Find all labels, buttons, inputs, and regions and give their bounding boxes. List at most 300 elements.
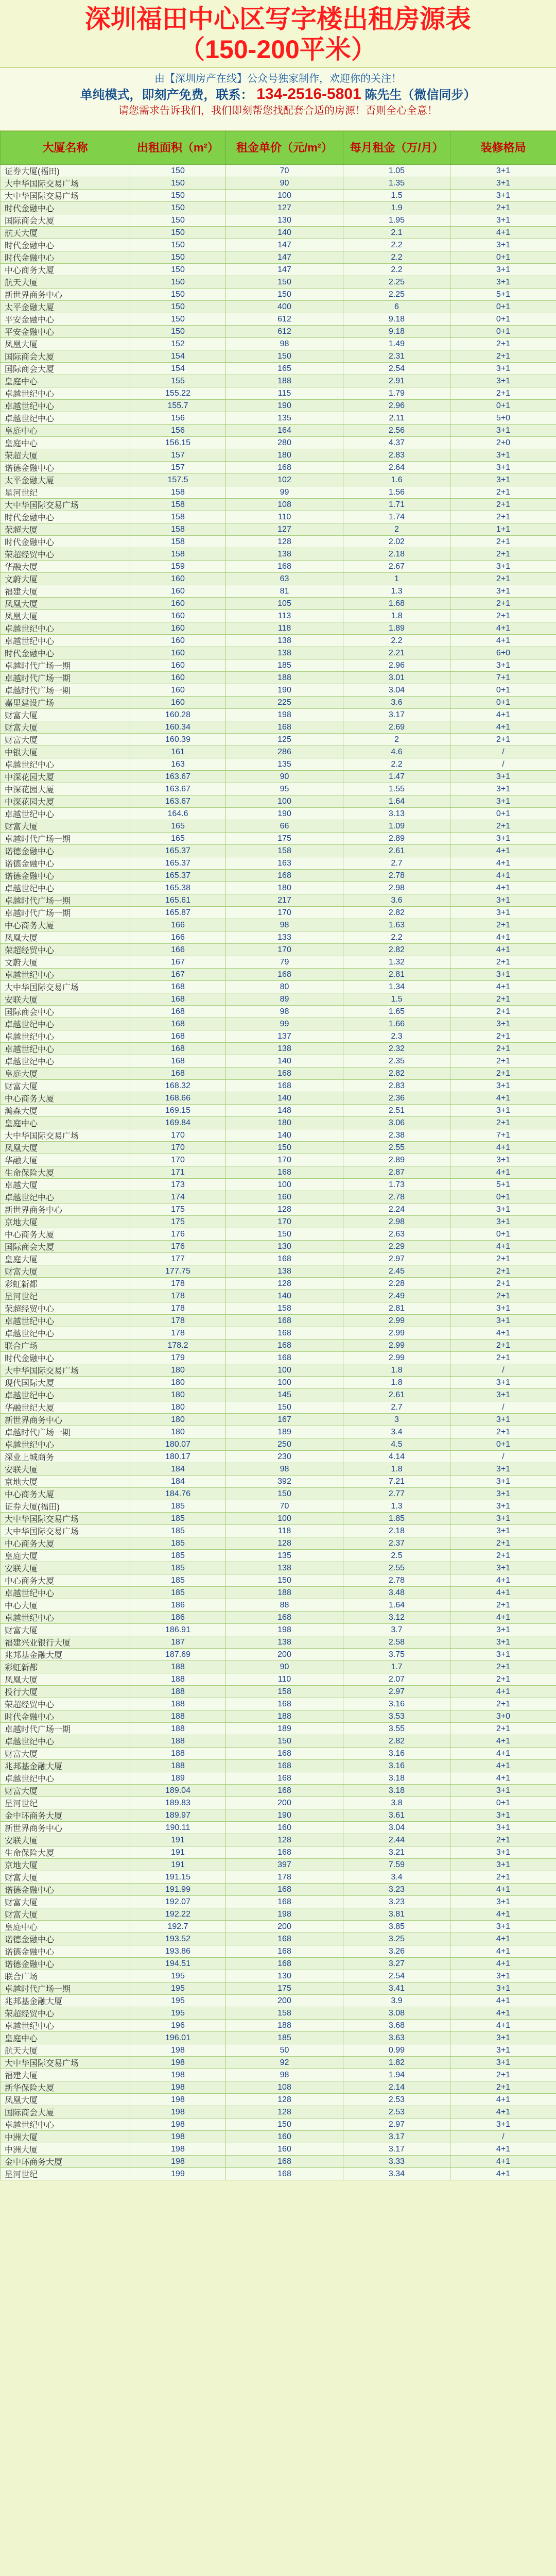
building-name-cell: 国际商会大厦 [1,2106,130,2119]
layout-cell: 5+0 [450,412,556,425]
table-row [1,561,556,573]
area-cell: 186 [130,1612,226,1624]
building-name-cell: 大中华国际交易广场 [1,2057,130,2069]
layout-cell: 4+1 [450,2168,556,2180]
area-cell: 188 [130,1661,226,1673]
building-name-cell: 中心商务大厦 [1,264,130,276]
layout-cell: 3+1 [450,1080,556,1092]
unit-price-cell: 168 [226,1698,343,1710]
unit-price-cell: 158 [226,1302,343,1315]
table-row [1,1970,556,1982]
unit-price-cell: 168 [226,561,343,573]
unit-price-cell: 160 [226,2131,343,2143]
unit-price-cell: 90 [226,177,343,190]
building-name-cell: 荣超大厦 [1,523,130,536]
col-unit-price: 租金单价（元/m²） [226,131,343,165]
unit-price-cell: 70 [226,1500,343,1513]
monthly-rent-cell: 2.3 [343,1030,450,1043]
building-name-cell: 卓越时代广场一期 [1,659,130,672]
building-name-cell: 卓越世纪中心 [1,1389,130,1401]
area-cell: 157.5 [130,474,226,486]
unit-price-cell: 160 [226,2143,343,2156]
unit-price-cell: 138 [226,1562,343,1574]
table-row [1,1884,556,1896]
area-cell: 150 [130,177,226,190]
area-cell: 198 [130,2069,226,2081]
unit-price-cell: 168 [226,1315,343,1327]
table-row [1,338,556,350]
monthly-rent-cell: 2.35 [343,1055,450,1067]
unit-price-cell: 198 [226,1908,343,1921]
layout-cell: 2+1 [450,1352,556,1364]
layout-cell: 4+1 [450,1995,556,2007]
building-name-cell: 卓越时代广场一期 [1,672,130,684]
area-cell: 158 [130,523,226,536]
unit-price-cell: 168 [226,1958,343,1970]
area-cell: 166 [130,931,226,944]
layout-cell: 3+1 [450,1785,556,1797]
area-cell: 165.87 [130,907,226,919]
unit-price-cell: 118 [226,1525,343,1537]
monthly-rent-cell: 3.23 [343,1896,450,1908]
building-name-cell: 卓越世纪中心 [1,1018,130,1030]
layout-cell: 2+1 [450,511,556,523]
building-name-cell: 皇庭大厦 [1,1067,130,1080]
layout-cell: 3+1 [450,1488,556,1500]
layout-cell: 7+1 [450,1129,556,1142]
area-cell: 176 [130,1241,226,1253]
layout-cell: 2+1 [450,548,556,561]
unit-price-cell: 108 [226,499,343,511]
area-cell: 173 [130,1179,226,1191]
table-row [1,672,556,684]
unit-price-cell: 168 [226,1846,343,1859]
building-name-cell: 太平金融大厦 [1,474,130,486]
layout-cell: 3+1 [450,363,556,375]
area-cell: 188 [130,1686,226,1698]
unit-price-cell: 100 [226,1179,343,1191]
building-name-cell: 中心商务大厦 [1,1488,130,1500]
area-cell: 188 [130,1735,226,1748]
building-name-cell: 时代金融中心 [1,251,130,264]
monthly-rent-cell: 1.71 [343,499,450,511]
monthly-rent-cell: 2.78 [343,870,450,882]
monthly-rent-cell: 3 [343,1414,450,1426]
unit-price-cell: 128 [226,1278,343,1290]
monthly-rent-cell: 7.59 [343,1859,450,1871]
monthly-rent-cell: 3.55 [343,1723,450,1735]
table-row [1,1809,556,1822]
area-cell: 160 [130,635,226,647]
building-name-cell: 凤凰大厦 [1,1142,130,1154]
building-name-cell: 卓越世纪中心 [1,758,130,771]
table-row [1,1117,556,1129]
area-cell: 155 [130,375,226,387]
table-row [1,251,556,264]
table-row [1,795,556,808]
building-name-cell: 中深花园大厦 [1,783,130,795]
unit-price-cell: 612 [226,326,343,338]
unit-price-cell: 148 [226,1105,343,1117]
area-cell: 177 [130,1253,226,1265]
table-row [1,2032,556,2044]
monthly-rent-cell: 2.49 [343,1290,450,1302]
layout-cell: 3+1 [450,1624,556,1636]
area-cell: 180 [130,1389,226,1401]
area-cell: 185 [130,1525,226,1537]
building-name-cell: 中心商务大厦 [1,1537,130,1550]
rental-table [0,131,556,2180]
area-cell: 198 [130,2081,226,2094]
monthly-rent-cell: 3.48 [343,1587,450,1599]
unit-price-cell: 230 [226,1451,343,1463]
table-row [1,1797,556,1809]
unit-price-cell: 127 [226,202,343,214]
table-row [1,1896,556,1908]
layout-cell: 3+1 [450,1846,556,1859]
area-cell: 160 [130,610,226,622]
layout-cell: 4+1 [450,1735,556,1748]
monthly-rent-cell: 2.21 [343,647,450,659]
layout-cell: 4+1 [450,944,556,956]
area-cell: 168 [130,981,226,993]
unit-price-cell: 168 [226,1352,343,1364]
monthly-rent-cell: 3.33 [343,2156,450,2168]
layout-cell: 3+1 [450,2119,556,2131]
unit-price-cell: 137 [226,1030,343,1043]
unit-price-cell: 170 [226,1216,343,1228]
table-row [1,1649,556,1661]
unit-price-cell: 225 [226,697,343,709]
unit-price-cell: 178 [226,1871,343,1884]
unit-price-cell: 99 [226,486,343,499]
layout-cell: 3+1 [450,2044,556,2057]
monthly-rent-cell: 3.16 [343,1760,450,1772]
layout-cell: 0+1 [450,1438,556,1451]
table-row [1,1228,556,1241]
area-cell: 158 [130,536,226,548]
unit-price-cell: 160 [226,1822,343,1834]
unit-price-cell: 168 [226,870,343,882]
unit-price-cell: 118 [226,622,343,635]
building-name-cell: 投行大厦 [1,1686,130,1698]
layout-cell: 0+1 [450,684,556,697]
table-row [1,808,556,820]
monthly-rent-cell: 2.31 [343,350,450,363]
building-name-cell: 时代金融中心 [1,511,130,523]
table-row [1,239,556,251]
area-cell: 195 [130,1982,226,1995]
unit-price-cell: 150 [226,276,343,289]
layout-cell: 0+1 [450,400,556,412]
building-name-cell: 文蔚大厦 [1,956,130,969]
monthly-rent-cell: 2.83 [343,1080,450,1092]
building-name-cell: 凤凰大厦 [1,610,130,622]
unit-price-cell: 150 [226,1488,343,1500]
table-row [1,1574,556,1587]
unit-price-cell: 190 [226,400,343,412]
layout-cell: 2+1 [450,573,556,585]
building-name-cell: 大中华国际交易广场 [1,1364,130,1377]
monthly-rent-cell: 2.99 [343,1327,450,1340]
table-row [1,1414,556,1426]
area-cell: 166 [130,944,226,956]
area-cell: 193.52 [130,1933,226,1945]
monthly-rent-cell: 9.18 [343,313,450,326]
unit-price-cell: 135 [226,412,343,425]
table-row [1,721,556,734]
building-name-cell: 新华保险大厦 [1,2081,130,2094]
unit-price-cell: 190 [226,1809,343,1822]
area-cell: 160 [130,647,226,659]
col-area: 出租面积（m²） [130,131,226,165]
table-row [1,202,556,214]
unit-price-cell: 81 [226,585,343,598]
area-cell: 160 [130,684,226,697]
table-row [1,684,556,697]
table-row [1,1426,556,1438]
area-cell: 163.67 [130,771,226,783]
building-name-cell: 诺德金融中心 [1,870,130,882]
table-row [1,2020,556,2032]
area-cell: 155.22 [130,387,226,400]
contact-phone[interactable]: 134-2516-5801 [256,86,361,103]
table-row [1,1030,556,1043]
building-name-cell: 中洲大厦 [1,2131,130,2143]
layout-cell: 4+1 [450,981,556,993]
layout-cell: 4+1 [450,2143,556,2156]
layout-cell: 2+1 [450,1698,556,1710]
monthly-rent-cell: 7.21 [343,1476,450,1488]
layout-cell: 4+1 [450,1327,556,1340]
monthly-rent-cell: 1.66 [343,1018,450,1030]
layout-cell: 3+1 [450,907,556,919]
building-name-cell: 星河世纪 [1,1290,130,1302]
monthly-rent-cell: 3.06 [343,1117,450,1129]
monthly-rent-cell: 1.82 [343,2057,450,2069]
table-row [1,523,556,536]
building-name-cell: 卓越世纪中心 [1,1587,130,1599]
monthly-rent-cell: 2.28 [343,1278,450,1290]
building-name-cell: 大中华国际交易广场 [1,1513,130,1525]
table-row [1,969,556,981]
layout-cell: 0+1 [450,251,556,264]
unit-price-cell: 150 [226,1228,343,1241]
building-name-cell: 生命保险大厦 [1,1166,130,1179]
building-name-cell: 生命保险大厦 [1,1846,130,1859]
area-cell: 160 [130,573,226,585]
area-cell: 156 [130,412,226,425]
unit-price-cell: 140 [226,1129,343,1142]
area-cell: 168 [130,1043,226,1055]
building-name-cell: 卓越世纪中心 [1,2119,130,2131]
unit-price-cell: 200 [226,1921,343,1933]
unit-price-cell: 168 [226,1945,343,1958]
area-cell: 163 [130,758,226,771]
layout-cell: 2+1 [450,1871,556,1884]
unit-price-cell: 164 [226,425,343,437]
monthly-rent-cell: 2.11 [343,412,450,425]
page-subtitle: （150-200平米） [179,35,377,64]
table-row [1,1340,556,1352]
layout-cell: 3+1 [450,561,556,573]
unit-price-cell: 140 [226,227,343,239]
area-cell: 188 [130,1748,226,1760]
unit-price-cell: 150 [226,1735,343,1748]
area-cell: 150 [130,289,226,301]
table-row [1,2143,556,2156]
layout-cell: 2+1 [450,610,556,622]
building-name-cell: 大中华国际交易广场 [1,1525,130,1537]
unit-price-cell: 198 [226,709,343,721]
building-name-cell: 荣超经贸中心 [1,2007,130,2020]
area-cell: 188 [130,1673,226,1686]
building-name-cell: 现代国际大厦 [1,1377,130,1389]
area-cell: 180.07 [130,1438,226,1451]
monthly-rent-cell: 2.25 [343,276,450,289]
building-name-cell: 中心商务大厦 [1,919,130,931]
area-cell: 161 [130,746,226,758]
table-row [1,1772,556,1785]
monthly-rent-cell: 1.8 [343,610,450,622]
building-name-cell: 时代金融中心 [1,1710,130,1723]
unit-price-cell: 133 [226,931,343,944]
area-cell: 157 [130,462,226,474]
building-name-cell: 中银大厦 [1,746,130,758]
unit-price-cell: 128 [226,536,343,548]
layout-cell: 4+1 [450,1166,556,1179]
monthly-rent-cell: 1.63 [343,919,450,931]
area-cell: 192.07 [130,1896,226,1908]
layout-cell: 2+1 [450,956,556,969]
area-cell: 170 [130,1154,226,1166]
unit-price-cell: 98 [226,1463,343,1476]
unit-price-cell: 198 [226,1624,343,1636]
table-row [1,1735,556,1748]
monthly-rent-cell: 3.04 [343,684,450,697]
building-name-cell: 星河世纪 [1,2168,130,2180]
area-cell: 195 [130,1995,226,2007]
table-row [1,2168,556,2180]
unit-price-cell: 105 [226,598,343,610]
unit-price-cell: 130 [226,214,343,227]
layout-cell: 4+1 [450,857,556,870]
layout-cell: 2+1 [450,387,556,400]
table-row [1,1438,556,1451]
layout-cell: 2+1 [450,202,556,214]
building-name-cell: 大中华国际交易广场 [1,190,130,202]
unit-price-cell: 140 [226,1092,343,1105]
building-name-cell: 航天大厦 [1,276,130,289]
table-row [1,1302,556,1315]
layout-cell: 3+1 [450,276,556,289]
unit-price-cell: 185 [226,659,343,672]
building-name-cell: 皇庭中心 [1,425,130,437]
area-cell: 150 [130,276,226,289]
unit-price-cell: 128 [226,1834,343,1846]
table-row [1,771,556,783]
unit-price-cell: 113 [226,610,343,622]
area-cell: 168 [130,1055,226,1067]
unit-price-cell: 158 [226,845,343,857]
table-row [1,820,556,833]
area-cell: 160 [130,585,226,598]
area-cell: 165.37 [130,870,226,882]
area-cell: 191 [130,1834,226,1846]
layout-cell: 4+1 [450,1686,556,1698]
unit-price-cell: 175 [226,1982,343,1995]
table-row [1,783,556,795]
area-cell: 160 [130,697,226,709]
building-name-cell: 联合广场 [1,1340,130,1352]
building-name-cell: 凤凰大厦 [1,1673,130,1686]
layout-cell: 3+1 [450,165,556,177]
unit-price-cell: 150 [226,2119,343,2131]
unit-price-cell: 165 [226,363,343,375]
monthly-rent-cell: 2.18 [343,548,450,561]
building-name-cell: 安联大厦 [1,1562,130,1574]
building-name-cell: 卓越世纪中心 [1,400,130,412]
unit-price-cell: 140 [226,1055,343,1067]
layout-cell: 4+1 [450,227,556,239]
layout-cell: 3+1 [450,1216,556,1228]
area-cell: 150 [130,165,226,177]
area-cell: 175 [130,1204,226,1216]
building-name-cell: 凤凰大厦 [1,931,130,944]
unit-price-cell: 128 [226,2106,343,2119]
table-row [1,1710,556,1723]
monthly-rent-cell: 2.96 [343,400,450,412]
monthly-rent-cell: 2.98 [343,882,450,894]
unit-price-cell: 135 [226,1550,343,1562]
building-name-cell: 凤凰大厦 [1,338,130,350]
layout-cell: 2+1 [450,499,556,511]
building-name-cell: 皇庭中心 [1,375,130,387]
table-row [1,573,556,585]
layout-cell: 2+1 [450,1723,556,1735]
contact-prefix: 单纯模式，即刻产免费，联系： [80,88,253,102]
table-row [1,1389,556,1401]
table-row [1,1191,556,1204]
monthly-rent-cell: 2.5 [343,1550,450,1562]
building-name-cell: 财富大厦 [1,1908,130,1921]
building-name-cell: 深业上城商务 [1,1451,130,1463]
unit-price-cell: 150 [226,1574,343,1587]
unit-price-cell: 200 [226,1797,343,1809]
monthly-rent-cell: 2.2 [343,264,450,276]
contact-suffix: 陈先生（微信同步） [364,88,476,102]
layout-cell: 2+1 [450,598,556,610]
monthly-rent-cell: 1.79 [343,387,450,400]
table-row [1,1315,556,1327]
col-building: 大厦名称 [1,131,130,165]
table-row [1,2057,556,2069]
area-cell: 186.91 [130,1624,226,1636]
area-cell: 168 [130,1006,226,1018]
table-row [1,1129,556,1142]
layout-cell: 4+1 [450,1587,556,1599]
layout-cell: 3+1 [450,1389,556,1401]
unit-price-cell: 63 [226,573,343,585]
building-name-cell: 时代金融中心 [1,202,130,214]
table-row [1,276,556,289]
building-name-cell: 卓越世纪中心 [1,1191,130,1204]
table-row [1,1476,556,1488]
area-cell: 189.04 [130,1785,226,1797]
layout-cell: 1+1 [450,523,556,536]
area-cell: 180 [130,1401,226,1414]
building-name-cell: 荣超大厦 [1,449,130,462]
